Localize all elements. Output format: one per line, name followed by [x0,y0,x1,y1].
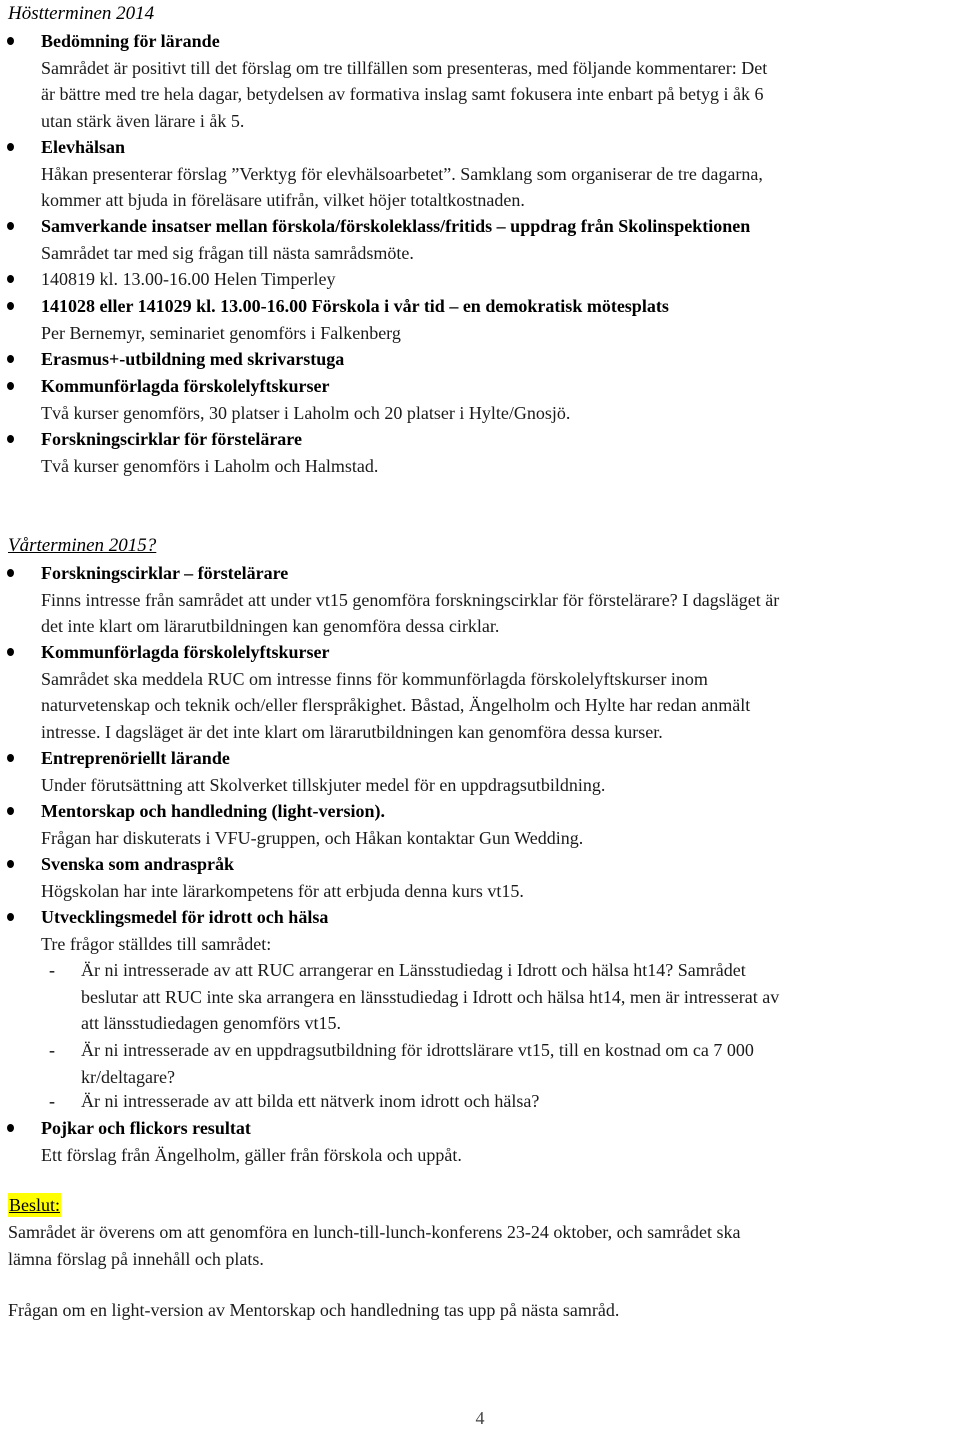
bullet-icon [7,222,14,230]
page-number: 4 [475,1408,485,1428]
item-heading: Utvecklingsmedel för idrott och hälsa [41,907,329,927]
bullet-icon [7,355,14,363]
item-heading: Erasmus+-utbildning med skrivarstuga [41,349,345,369]
item-text: kommer att bjuda in föreläsare utifrån, vilket höjer totaltkostnaden. [41,190,525,210]
item-heading: Elevhälsan [41,137,126,157]
item-text: Håkan presenterar förslag ”Verktyg för elevhälsoarbetet”. Samklang som organiserar de tre dagarna, [41,163,763,184]
section-title-spring-2015: Vårterminen 2015? [8,535,157,556]
list-item [41,851,956,904]
bullet-icon [7,860,14,868]
dash-text: kr/deltagare? [81,1066,175,1087]
list-item [41,426,956,479]
list-item [41,745,956,798]
item-heading: Mentorskap och handledning (light-version). [41,801,386,821]
bullet-icon [7,143,14,151]
dash-text: Är ni intresserade av en uppdragsutbildning för idrottslärare vt15, till en kostnad om ca 7 000 [81,1040,754,1060]
bullet-icon [7,807,14,815]
item-heading: Samverkande insatser mellan förskola/förskoleklass/fritids – uppdrag från Skolinspektionen [41,216,751,236]
list-item [41,346,956,373]
item-heading: Svenska som andraspråk [41,854,235,874]
dash-mark: - [49,960,55,980]
list-item [41,213,956,266]
list-item [41,639,956,745]
item-text: Tre frågor ställdes till samrådet: [41,933,272,954]
bullet-icon [7,37,14,45]
item-text: utan stärk även lärare i åk 5. [41,110,245,131]
item-text: är bättre med tre hela dagar, betydelsen av formativa inslag samt fokusera inte enbart på betyg i åk 6 [41,84,764,104]
item-text: Finns intresse från samrådet att under vt15 genomföra forskningscirklar för förstelärare? I dagsläget är [41,589,780,610]
decision-label: Beslut: [9,1195,61,1215]
item-text: Två kurser genomförs i Laholm och Halmstad. [41,455,379,476]
item-heading: Kommunförlagda förskolelyftskurser [41,376,330,396]
decision-text [8,1219,953,1272]
note-line: Frågan om en light-version av Mentorskap och handledning tas upp på nästa samråd. [8,1300,620,1320]
bullet-icon [7,302,14,310]
bullet-icon [7,275,14,283]
item-text: Högskolan har inte lärarkompetens för att erbjuda denna kurs vt15. [41,880,524,901]
dash-text: att länsstudiedagen genomförs vt15. [81,1013,341,1033]
bullet-icon [7,754,14,762]
list-item [41,904,956,957]
item-heading: 141028 eller 141029 kl. 13.00-16.00 Förskola i vår tid – en demokratisk mötesplats [41,296,669,316]
dash-mark: - [49,1091,55,1111]
dash-text: beslutar att RUC inte ska arrangera en länsstudiedag i Idrott och hälsa ht14, men är intresserat av [81,986,780,1007]
decision-line: lämna förslag på innehåll och plats. [8,1248,264,1269]
item-text: det inte klart om lärarutbildningen kan genomföra dessa cirklar. [41,616,500,636]
list-item [41,266,956,293]
dash-text: Är ni intresserade av att RUC arrangerar en Länsstudiedag i Idrott och hälsa ht14? Samrådet [81,960,746,980]
item-heading: Entreprenöriellt lärande [41,748,230,768]
bullet-icon [7,648,14,656]
bullet-icon [7,382,14,390]
item-heading: Forskningscirklar – förstelärare [41,563,289,583]
item-heading: Kommunförlagda förskolelyftskurser [41,642,330,662]
bullet-icon [7,569,14,577]
item-heading: Bedömning för lärande [41,31,220,51]
list-item [41,28,956,134]
list-item [41,293,956,346]
dash-mark: - [49,1040,55,1060]
list-item [41,798,956,851]
item-text: Två kurser genomförs, 30 platser i Laholm och 20 platser i Hylte/Gnosjö. [41,402,571,423]
item-text: Samrådet ska meddela RUC om intresse finns för kommunförlagda förskolelyftskurser inom [41,668,708,689]
item-text: Under förutsättning att Skolverket tillskjuter medel för en uppdragsutbildning. [41,774,606,795]
item-text: Ett förslag från Ängelholm, gäller från förskola och uppåt. [41,1144,462,1165]
bullet-icon [7,913,14,921]
decision-line: Samrådet är överens om att genomföra en lunch-till-lunch-konferens 23-24 oktober, och samrådet ska [8,1222,741,1242]
section-title-autumn-2014: Höstterminen 2014 [8,3,155,24]
dash-text: Är ni intresserade av att bilda ett nätverk inom idrott och hälsa? [81,1091,540,1111]
list-item [41,373,956,426]
decision-note [8,1297,953,1324]
bullet-icon [7,435,14,443]
item-text: naturvetenskap och teknik och/eller flerspråkighet. Båstad, Ängelholm och Hylte har redan anmält [41,695,751,715]
item-heading: Pojkar och flickors resultat [41,1118,251,1138]
item-text: Samrådet är positivt till det förslag om tre tillfällen som presenteras, med följande kommentarer: Det [41,57,768,78]
item-text: Frågan har diskuterats i VFU-gruppen, och Håkan kontaktar Gun Wedding. [41,827,584,848]
list-item [41,134,956,214]
item-heading: Forskningscirklar för förstelärare [41,429,302,449]
item-text: intresse. I dagsläget är det inte klart om lärarutbildningen kan genomföra dessa kurser. [41,721,663,742]
item-text: 140819 kl. 13.00-16.00 Helen Timperley [41,269,336,289]
list-item [41,560,956,640]
item-text: Per Bernemyr, seminariet genomförs i Falkenberg [41,322,401,343]
item-text: Samrådet tar med sig frågan till nästa samrådsmöte. [41,242,414,263]
list-item [41,1115,956,1168]
bullet-icon [7,1124,14,1132]
